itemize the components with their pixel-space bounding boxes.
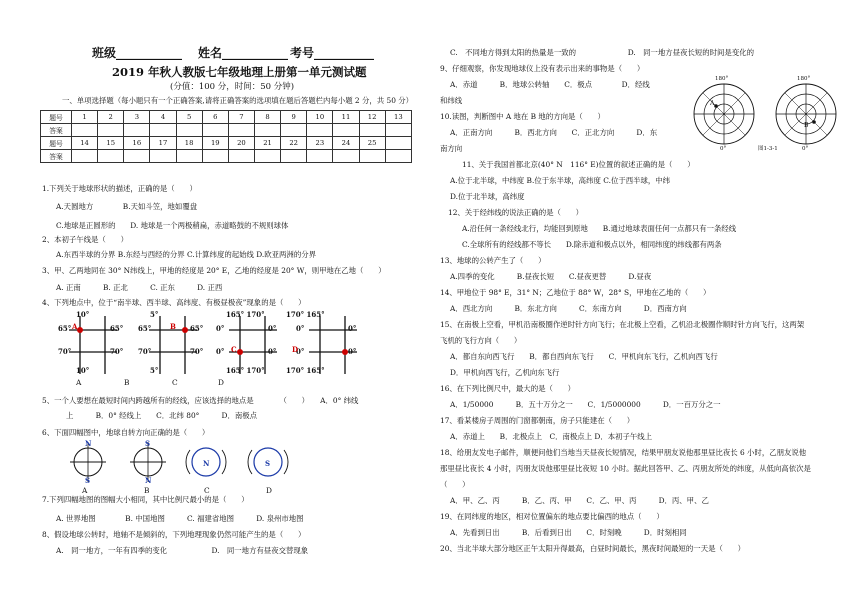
option-text: A.东西半球的分界 B.东经与西经的分界 C.计算纬度的起始线 D.欧亚两洲的分界 — [56, 250, 316, 259]
option-text: 南方向 — [440, 144, 463, 153]
answer-cell[interactable] — [228, 150, 254, 163]
answer-cell[interactable] — [202, 150, 228, 163]
grid-label: 0° — [268, 347, 277, 356]
option-text: A. 同一地方，一年有四季的变化 D. 同一地方有昼夜交替现象 — [56, 546, 309, 555]
question-number: 5 — [176, 111, 202, 124]
grid-label: 165° 170° — [226, 366, 265, 375]
question-number: 11 — [333, 111, 359, 124]
question-number: 25 — [359, 137, 385, 150]
option-text: A.沿任何一条经线北行，均能回到原地 B.通过地球表面任何一点都只有一条经线 — [462, 224, 737, 233]
row-label: 题号 — [41, 137, 72, 150]
grid-label: 0° — [348, 324, 357, 333]
answer-cell[interactable] — [150, 150, 176, 163]
question-text: （ ） — [440, 480, 470, 489]
south-label: S — [145, 439, 151, 448]
north-label: N — [145, 476, 152, 485]
question-text: 4、下列地点中，位于“南半球、西半球、高纬度、有极昼极夜”现象的是（ ） — [42, 298, 306, 307]
figure-label: 0° — [802, 146, 809, 152]
answer-cell[interactable] — [281, 124, 307, 137]
question-number: 19 — [202, 137, 228, 150]
option-text: C.地球是正圆形的 D. 地球是一个两极稍扁，赤道略鼓的不规则球体 — [56, 221, 289, 230]
question-number: 7 — [228, 111, 254, 124]
answer-cell[interactable] — [254, 150, 280, 163]
option-letter: D — [218, 378, 224, 387]
grid-label: 65° — [58, 324, 72, 333]
grid-label: 0° — [296, 324, 305, 333]
option-letter: C — [204, 486, 210, 495]
answer-cell[interactable] — [281, 150, 307, 163]
row-label: 答案 — [41, 124, 72, 137]
question-number: 9 — [281, 111, 307, 124]
option-text: 和纬线 — [440, 96, 463, 105]
answer-cell[interactable] — [385, 124, 411, 137]
section-heading: 一、单项选择题（每小题只有一个正确答案,请将正确答案的选项填在题后答题栏内每小题 2 分，共 50 分） — [62, 96, 414, 105]
option-text: D．甲机向西飞行，乙机向东飞行 — [450, 368, 560, 377]
question-text: 12、关于经纬线的说法正确的是（ ） — [448, 208, 584, 217]
polar-view-right — [776, 84, 836, 144]
question-text: 那里昼比夜长 4 小时，丙朋友说他那里昼比夜短 10 小时。据此回答甲、乙、丙朋友所处的纬度，从低向高依次是 — [440, 464, 811, 473]
answer-cell[interactable] — [202, 124, 228, 137]
option-letter: B — [144, 486, 150, 495]
option-text: 上 B．0° 经线上 C．北纬 80° D．南极点 — [66, 411, 258, 420]
grid-label: 170° 165° — [286, 366, 325, 375]
option-letter: C — [172, 378, 178, 387]
north-label: N — [203, 459, 210, 468]
question-text: 16、在下列比例尺中，最大的是（ ） — [440, 384, 576, 393]
answer-cell[interactable] — [176, 150, 202, 163]
answer-cell[interactable] — [124, 124, 150, 137]
table-row — [41, 137, 412, 150]
grid-label: 0° — [268, 324, 277, 333]
question-text: 5、一个人要想在最短时间内跨越所有的经线，应该选择的地点是 （ ） A．0° 纬线 — [42, 396, 359, 405]
grid-label: 165° 170° — [226, 310, 265, 319]
grid-label: 10° — [76, 366, 90, 375]
option-text: A．甲、乙、丙 B．乙、丙、甲 C．乙、甲、丙 D．丙、甲、乙 — [450, 496, 709, 505]
table-row — [41, 150, 412, 163]
question-number: 23 — [307, 137, 333, 150]
answer-cell[interactable] — [150, 124, 176, 137]
point-a-label: A — [710, 100, 715, 107]
question-number: 10 — [307, 111, 333, 124]
question-text: 10.读图，判断图中 A 地在 B 地的方向是（ ） — [440, 112, 605, 121]
grid-label: 5° — [150, 310, 159, 319]
option-text: A．赤道 B．地球公转轴 C．极点 D．经线 — [450, 80, 650, 89]
question-number: 24 — [333, 137, 359, 150]
answer-cell[interactable] — [359, 124, 385, 137]
question-number: 4 — [150, 111, 176, 124]
option-text: A.四季的变化 B.昼夜长短 C.昼夜更替 D.昼夜 — [450, 272, 652, 281]
page-subtitle: (分值：100 分，时间：50 分钟) — [170, 82, 295, 92]
answer-cell[interactable] — [307, 124, 333, 137]
answer-cell[interactable] — [176, 124, 202, 137]
question-text: 6、下面四幅图中，地球自转方向正确的是（ ） — [42, 428, 210, 437]
grid-label: 170° 165° — [286, 310, 325, 319]
question-number: 18 — [176, 137, 202, 150]
grid-label: 70° — [190, 347, 204, 356]
answer-cell[interactable] — [307, 150, 333, 163]
question-text: 19、在同纬度的地区，相对位置偏东的地点要比偏西的地点（ ） — [440, 512, 664, 521]
question-text: 13、地球的公转产生了（ ） — [440, 256, 546, 265]
grid-label: 70° — [138, 347, 152, 356]
question-number: 3 — [124, 111, 150, 124]
class-field[interactable]: 班级___________ — [92, 46, 183, 60]
grid-label: 0° — [216, 347, 225, 356]
option-text: A. 正南 B. 正北 C. 正东 D. 正西 — [56, 283, 223, 292]
question-text: 20、当北半球大部分地区正午太阳升得最高，白昼时间最长，黑夜时间最短的一天是（ ） — [440, 544, 746, 553]
question-text: 7.下列四幅地图的图幅大小相同，其中比例尺最小的是（ ） — [42, 495, 249, 504]
point-c-label: C — [231, 345, 237, 354]
option-text: A．1/50000 B．五十万分之一 C．1/5000000 D．一百万分之一 — [450, 400, 721, 409]
question-number: 15 — [98, 137, 124, 150]
question-number: 21 — [254, 137, 280, 150]
option-text: A．先看到日出 B．后看到日出 C．时刻晚 D．时刻相同 — [450, 528, 687, 537]
question-text: 11、关于我国首都北京(40° N 116° E)位置的叙述正确的是（ ） — [462, 160, 695, 169]
grid-label: 0° — [216, 324, 225, 333]
point-d-label: D — [292, 345, 299, 354]
q6-globes — [66, 438, 326, 490]
question-number: 20 — [228, 137, 254, 150]
option-text: D.位于北半球，高纬度 — [450, 192, 525, 201]
option-text: A. 世界地图 B. 中国地图 C. 福建省地图 D. 泉州市地图 — [56, 514, 304, 523]
grid-label: 65° — [138, 324, 152, 333]
answer-cell[interactable] — [98, 124, 124, 137]
q10-polar-figure — [686, 78, 846, 154]
grid-label: 10° — [76, 310, 90, 319]
question-text: 14、甲地位于 98° E，31° N；乙地位于 88° W，28° S，甲地在乙地的（ ） — [440, 288, 711, 297]
answer-cell[interactable] — [359, 150, 385, 163]
answer-cell[interactable] — [124, 150, 150, 163]
question-number: 12 — [359, 111, 385, 124]
answer-cell[interactable] — [98, 150, 124, 163]
question-number: 17 — [150, 137, 176, 150]
figure-label: 180° — [797, 76, 811, 82]
table-row — [41, 124, 412, 137]
figure-label: 0° — [720, 146, 727, 152]
question-number: 13 — [385, 111, 411, 124]
question-number: 6 — [202, 111, 228, 124]
grid-label: 5° — [150, 366, 159, 375]
grid-label: 0° — [296, 347, 305, 356]
figure-caption: 图1-3-1 — [758, 146, 778, 152]
grid-label: 65° — [110, 324, 124, 333]
polar-view-left — [694, 84, 754, 144]
answer-cell[interactable] — [228, 124, 254, 137]
page-title: 2019 年秋人教版七年级地理上册第一单元测试题 — [112, 65, 367, 79]
question-text: 15、在南极上空看，甲机沿南极圈作逆时针方向飞行；在北极上空看，乙机沿北极圈作顺时针方向飞行，这两架 — [440, 320, 805, 329]
name-field[interactable]: 姓名___________ — [198, 46, 289, 60]
question-text: 17、看某楼房子周围的门窗都朝南，房子只能建在（ ） — [440, 416, 635, 425]
answer-cell[interactable] — [254, 124, 280, 137]
option-letter: A — [82, 486, 88, 495]
question-text: 18、给朋友发电子邮件，顺便问他们当地当天昼夜长短情况，结果甲朋友说他那里昼比夜长 6 小时，乙朋友说他 — [440, 448, 807, 457]
answer-cell[interactable] — [72, 124, 98, 137]
option-letter: B — [124, 378, 130, 387]
point-b-label: B — [170, 322, 176, 331]
option-text: A.位于北半球，中纬度 B.位于东半球，高纬度 C.位于西半球，中纬 — [450, 176, 671, 185]
question-text: 1.下列关于地球形状的描述，正确的是（ ） — [42, 184, 197, 193]
option-letter: D — [266, 486, 272, 495]
north-label: N — [85, 439, 92, 448]
question-number: 16 — [124, 137, 150, 150]
empty-cell — [385, 150, 411, 163]
grid-label: 70° — [110, 347, 124, 356]
option-letter: A — [76, 378, 82, 387]
south-label: S — [85, 476, 91, 485]
question-text: 8、假设地球公转时，地轴不是倾斜的，下列地理现象仍然可能产生的是（ ） — [42, 530, 306, 539]
question-number: 22 — [281, 137, 307, 150]
exam-number-field[interactable]: 考号__________ — [290, 46, 375, 60]
table-row — [41, 111, 412, 124]
option-text: C. 不同地方得到太阳的热量是一致的 D. 同一地方昼夜长短的时间是变化的 — [450, 48, 754, 57]
question-text: 9、仔细观察，你发现地球仪上没有表示出来的事物是（ ） — [440, 64, 645, 73]
row-label: 答案 — [41, 150, 72, 163]
option-text: A．西北方向 B．东北方向 C．东南方向 D．西南方向 — [450, 304, 687, 313]
question-text: 2、本初子午线是（ ） — [42, 235, 129, 244]
question-number: 8 — [254, 111, 280, 124]
option-text: C.全球所有的经线都不等长 D.除赤道和极点以外，相同纬度的纬线都有两条 — [462, 240, 722, 249]
answer-cell[interactable] — [72, 150, 98, 163]
option-text: A．都自东向西飞行 B．都自西向东飞行 C．甲机向东飞行，乙机向西飞行 — [450, 352, 718, 361]
figure-label: 180° — [715, 76, 729, 82]
answer-table — [40, 110, 412, 163]
grid-label: 70° — [58, 347, 72, 356]
question-text: 飞机的飞行方向（ ） — [440, 336, 522, 345]
option-text: A．正南方向 B．西北方向 C．正北方向 D．东 — [450, 128, 658, 137]
question-number: 14 — [72, 137, 98, 150]
point-b-label: B — [804, 122, 809, 129]
answer-cell[interactable] — [333, 150, 359, 163]
question-number: 2 — [98, 111, 124, 124]
south-label: S — [265, 459, 271, 468]
point-a-label: A — [72, 322, 78, 331]
grid-label: 0° — [348, 347, 357, 356]
option-text: A.天圆地方 B.天如斗笠，地如覆盘 — [56, 202, 198, 211]
question-number: 1 — [72, 111, 98, 124]
empty-cell — [385, 137, 411, 150]
row-label: 题号 — [41, 111, 72, 124]
grid-label: 65° — [190, 324, 204, 333]
answer-cell[interactable] — [333, 124, 359, 137]
option-text: A．赤道上 B．北极点上 C．南极点上 D．本初子午线上 — [450, 432, 653, 441]
question-text: 3、甲、乙两地同在 30° N纬线上，甲地的经度是 20° E，乙地的经度是 20° W，则甲地在乙地（ ） — [42, 266, 386, 275]
